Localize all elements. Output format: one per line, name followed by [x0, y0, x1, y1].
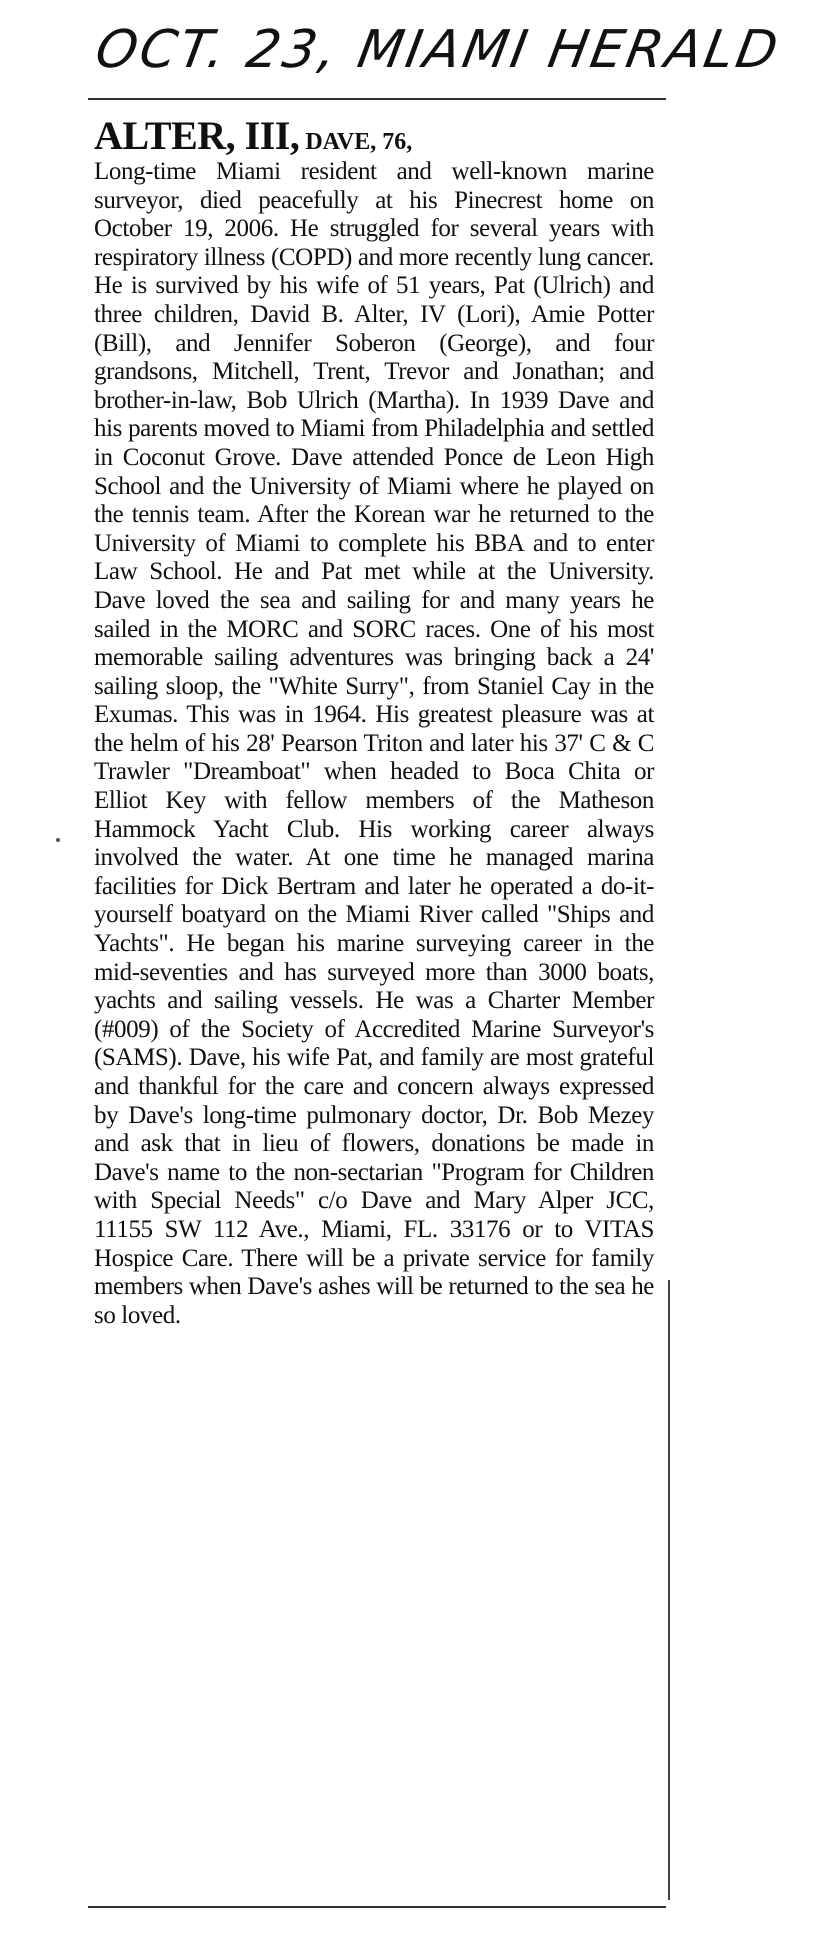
obituary-heading	[94, 113, 654, 158]
newspaper-clipping	[88, 98, 666, 1908]
obituary-article	[94, 113, 654, 1330]
obituary-body: Long-time Miami resident and well-known marine surveyor, died peacefully at his Pinecrest home on October 19, 2006. He struggled for several years with respiratory illness (COPD) and more recently lung cancer. He is survived by his wife of 51 years, Pat (Ulrich) and three children, David B. Alter, IV (Lori), Amie Potter (Bill), and Jennifer Soberon (George), and four grandsons, Mitchell, Trent, Trevor and Jonathan; and brother-in-law, Bob Ulrich (Martha). In 1939 Dave and his parents moved to Miami from Philadelphia and settled in Coconut Grove. Dave attended Ponce de Leon High School and the University of Miami where he played on the tennis team. After the Korean war he returned to the University of Miami to complete his BBA and to enter Law School. He and Pat met while at the University. Dave loved the sea and sailing for and many years he sailed in the MORC and SORC races. One of his most memorable sailing adventures was bringing back a 24' sailing sloop, the "White Surry", from Staniel Cay in the Exumas. This was in 1964. His greatest pleasure was at the helm of his 28' Pearson Triton and later his 37' C & C Trawler "Dreamboat" when headed to Boca Chita or Elliot Key with fellow members of the Matheson Hammock Yacht Club. His working career always involved the water. At one time he managed marina facilities for Dick Bertram and later he operated a do-it-yourself boatyard on the Miami River called "Ships and Yachts". He began his marine surveying career in the mid-seventies and has surveyed more than 3000 boats, yachts and sailing vessels. He was a Charter Member (#009) of the Society of Accredited Marine Surveyor's (SAMS). Dave, his wife Pat, and family are most grateful and thankful for the care and concern always expressed by Dave's long-time pulmonary doctor, Dr. Bob Mezey and ask that in lieu of flowers, donations be made in Dave's name to the non-sectarian "Program for Children with Special Needs" c/o Dave and Mary Alper JCC, 11155 SW 112 Ave., Miami, FL. 33176 or to VITAS Hospice Care. There will be a private service for family members when Dave's ashes will be returned to the sea he so loved.	[94, 158, 654, 1329]
handwritten-date-source-note: OCT. 23, MIAMI HERALD	[91, 20, 785, 80]
obituary-surname: ALTER, III,	[94, 113, 300, 158]
obituary-given-name-age: DAVE, 76,	[305, 129, 413, 155]
margin-speck	[56, 838, 60, 842]
column-rule	[668, 1280, 670, 1900]
